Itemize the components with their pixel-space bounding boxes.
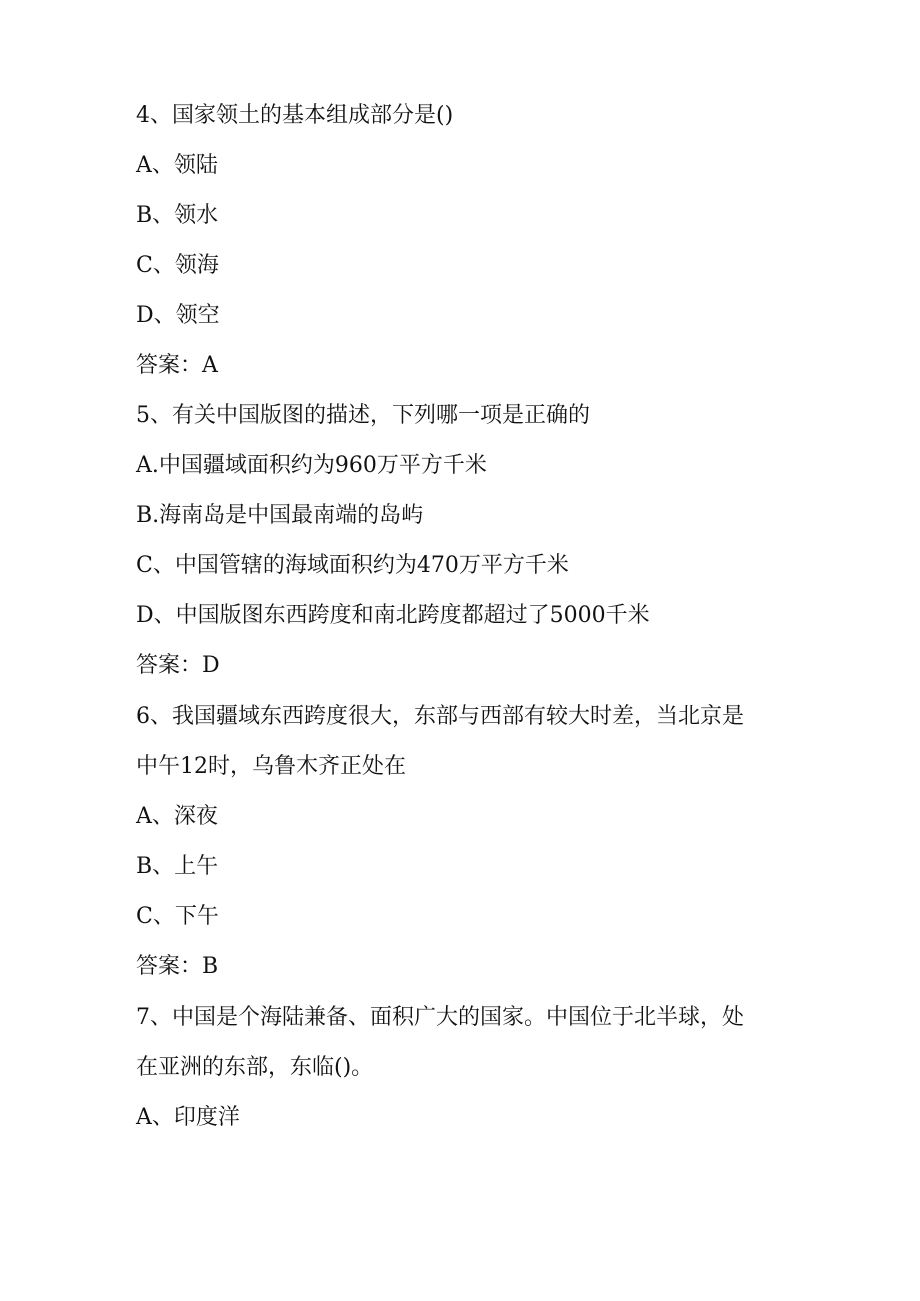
question-5-option-d: D、中国版图东西跨度和南北跨度都超过了5000千米 bbox=[136, 603, 650, 628]
question-6-stem-line-1: 6、我国疆域东西跨度很大，东部与西部有较大时差，当北京是 bbox=[136, 704, 744, 729]
question-6-option-b: B、上午 bbox=[136, 854, 219, 879]
question-7-stem-line-2: 在亚洲的东部，东临()。 bbox=[136, 1055, 374, 1080]
question-5-option-b: B.海南岛是中国最南端的岛屿 bbox=[136, 503, 424, 528]
question-5-answer: 答案：D bbox=[136, 653, 220, 678]
question-4-option-d: D、领空 bbox=[136, 303, 220, 328]
question-6-stem-line-2: 中午12时，乌鲁木齐正处在 bbox=[136, 754, 406, 779]
question-5-option-c: C、中国管辖的海域面积约为470万平方千米 bbox=[136, 553, 569, 578]
question-5-stem: 5、有关中国版图的描述，下列哪一项是正确的 bbox=[136, 403, 590, 428]
question-4-answer: 答案：A bbox=[136, 353, 218, 378]
question-5-option-a: A.中国疆域面积约为960万平方千米 bbox=[136, 453, 487, 478]
question-4-option-c: C、领海 bbox=[136, 253, 219, 278]
question-6-answer: 答案：B bbox=[136, 954, 219, 979]
question-6-option-a: A、深夜 bbox=[136, 804, 218, 829]
question-7-stem-line-1: 7、中国是个海陆兼备、面积广大的国家。中国位于北半球，处 bbox=[136, 1005, 744, 1030]
question-7-option-a: A、印度洋 bbox=[136, 1105, 240, 1130]
question-4-option-a: A、领陆 bbox=[136, 153, 218, 178]
question-4-stem: 4、国家领土的基本组成部分是() bbox=[136, 103, 454, 128]
question-6-option-c: C、下午 bbox=[136, 904, 219, 929]
question-4-option-b: B、领水 bbox=[136, 203, 219, 228]
